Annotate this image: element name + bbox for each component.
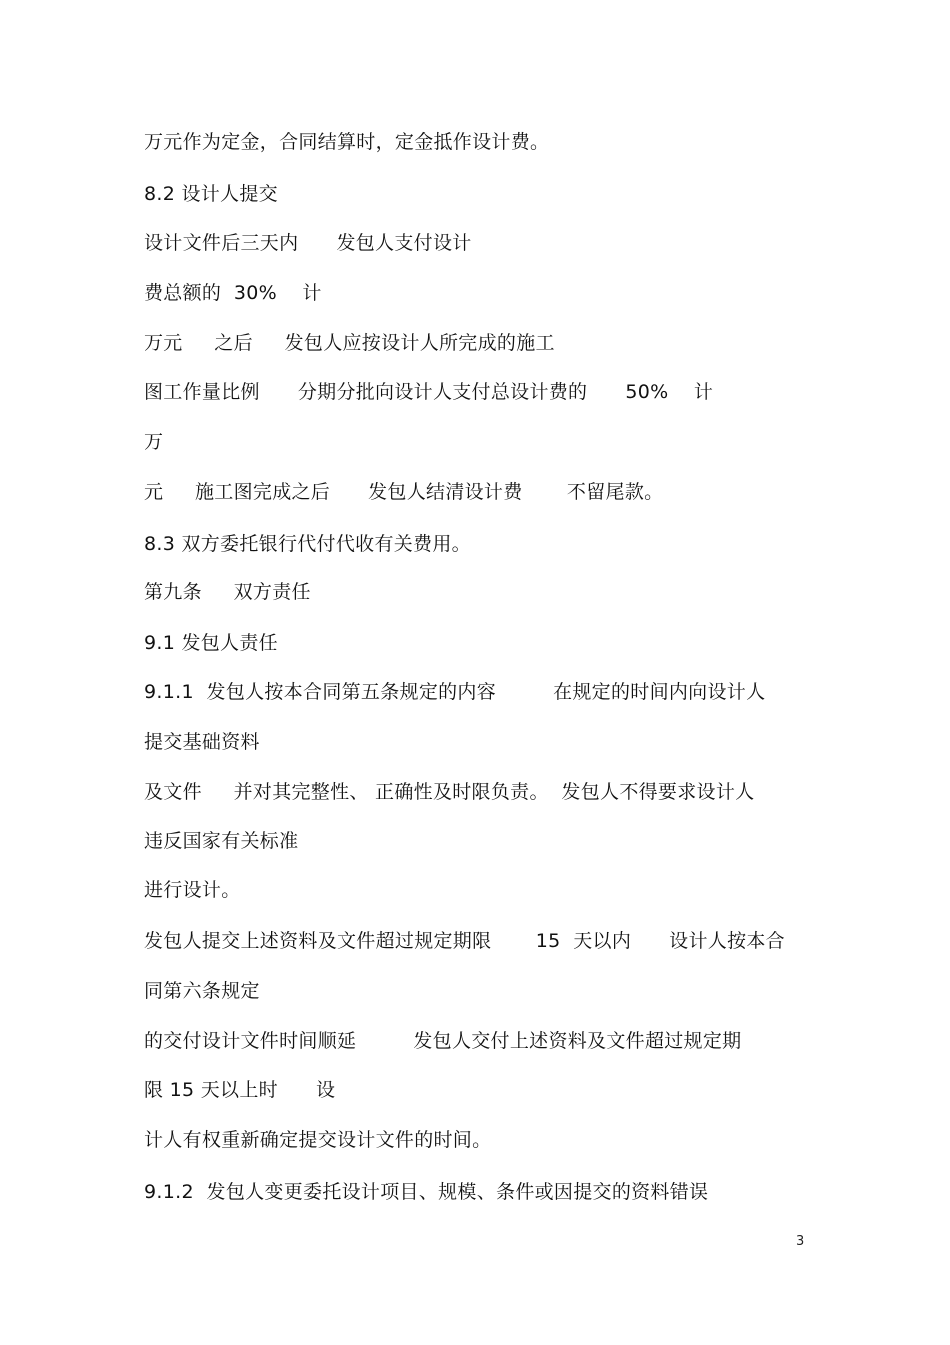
text-line: 万 [144,431,164,453]
article-heading-9: 第九条 双方责任 [144,581,311,603]
text-line: 设计文件后三天内 发包人支付设计 [144,232,472,254]
text-line: 的交付设计文件时间顺延 发包人交付上述资料及文件超过规定期 [144,1030,742,1052]
text-line: 发包人提交上述资料及文件超过规定期限 15 天以内 设计人按本合 [144,930,785,952]
text-line: 同第六条规定 [144,980,260,1002]
section-heading-8-2: 8.2 设计人提交 [144,183,278,205]
page-number: 3 [796,1234,805,1249]
clause-9-1-2: 9.1.2 发包人变更委托设计项目、规模、条件或因提交的资料错误 [144,1181,709,1203]
section-heading-9-1: 9.1 发包人责任 [144,632,278,654]
text-line: 万元 之后 发包人应按设计人所完成的施工 [144,332,555,354]
text-line: 图工作量比例 分期分批向设计人支付总设计费的 50% 计 [144,381,714,403]
text-line: 费总额的 30% 计 [144,282,322,304]
text-line: 万元作为定金，合同结算时，定金抵作设计费。 [144,131,550,153]
section-heading-8-3: 8.3 双方委托银行代付代收有关费用。 [144,533,471,555]
text-line: 提交基础资料 [144,731,260,753]
text-line: 元 施工图完成之后 发包人结清设计费 不留尾款。 [144,481,664,503]
text-line: 计人有权重新确定提交设计文件的时间。 [144,1129,492,1151]
text-line: 进行设计。 [144,879,241,901]
clause-9-1-1: 9.1.1 发包人按本合同第五条规定的内容 在规定的时间内向设计人 [144,681,766,703]
text-line: 违反国家有关标准 [144,830,299,852]
text-line: 限 15 天以上时 设 [144,1079,336,1101]
text-line: 及文件 并对其完整性、 正确性及时限负责。 发包人不得要求设计人 [144,781,755,803]
